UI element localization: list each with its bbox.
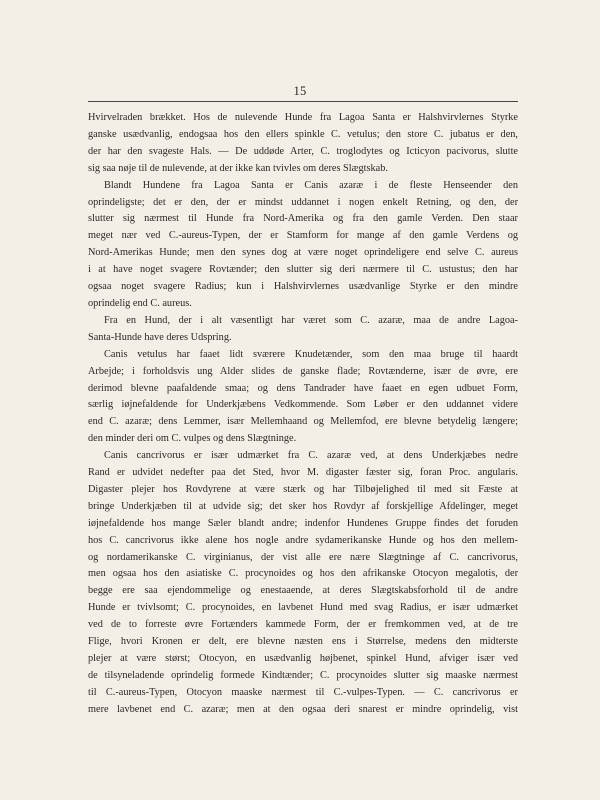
text-line: end C. azaræ; dens Lemmer, især Mellemhaand og Mellemfod, ere blevne betydelig længere; <box>88 416 518 428</box>
text-line: Hunde er tvivlsomt; C. procynoides, en lavbenet Hund med svag Radius, er især udmærket <box>88 602 518 614</box>
text-line: sig saa nøje til de nulevende, at der ikke kan tvivles om deres Slægtskab. <box>88 162 388 174</box>
text-line: Hvirvelraden brækket. Hos de nulevende Hunde fra Lagoa Santa er Halshvirvlernes Styrke <box>88 112 518 123</box>
page-number: 15 <box>293 84 307 98</box>
paragraph-4 <box>88 347 518 448</box>
text-line: Rand er udvidet nedefter paa det Sted, hvor M. digaster fæster sig, foran Proc. angularis. <box>88 467 518 479</box>
text-line: derimod blevne paafaldende smaa; og dens Tandrader have faaet en egen udbuet Form, <box>88 382 518 394</box>
text-line: ved de to forreste øvre Fortænders kammede Form, der er fremkommen ved, at de tre <box>88 619 518 631</box>
text-line: Canis cancrivorus er især udmærket fra C. azaræ ved, at dens Underkjæbes nedre <box>104 450 518 462</box>
text-line: oprindeligste; det er den, der er mindst uddannet i nogen enkelt Retning, og den, der <box>88 196 518 208</box>
text-line: Flige, hvori Kronen er delt, ere blevne næsten ens i Størrelse, medens den midterste <box>88 636 518 648</box>
text-line: Arbejde; i forholdsvis ung Alder slides de ganske flade; Rovtænderne, især de øvre, ere <box>88 365 518 377</box>
text-line: bringe Underkjæben til at udvide sig; det sker hos Rovdyr af forskjellige Afdelinger, meget <box>88 500 518 512</box>
text-line: men ogsaa hos den asiatiske C. procynoides og hos den afrikanske Otocyon megalotis, der <box>88 568 518 580</box>
text-line: plejer at være størst; Otocyon, en usædvanlig højbenet, spinkel Hund, afviger især ved <box>88 653 518 664</box>
text-line: til C.-aureus-Typen, Otocyon maaske nærmest til C.-vulpes-Typen. — C. cancrivorus er <box>88 686 518 698</box>
paragraph-5 <box>88 448 518 719</box>
text-line: Digaster plejer hos Rovdyrene at være stærk og har Tilbøjelighed til med sit Fæste at <box>88 483 518 495</box>
text-line: og nordamerikanske C. virginianus, der vist alle ere nære Slægtninge af C. cancrivorus, <box>88 551 518 563</box>
text-line: ogsaa noget svagere Radius; kun i Halshvirvlernes usædvanlige Styrke er den mindre <box>88 281 518 293</box>
text-line: oprindelig end C. aureus. <box>88 297 192 309</box>
text-line: ganske usædvanlig, endogsaa hos den ellers spinkle C. vetulus; den store C. jubatus er den, <box>88 128 518 140</box>
paragraph-2 <box>88 178 518 313</box>
text-line: der har den svageste Hals. — De uddøde Arter, C. troglodytes og Icticyon pacivorus, slutte <box>88 145 518 157</box>
text-line: Santa-Hunde have deres Udspring. <box>88 331 232 343</box>
header-rule <box>88 101 518 102</box>
text-line: slutter sig nærmest til Hunde fra Nord-Amerika og fra den gamle Verden. Den staar <box>88 213 518 225</box>
text-line: hos C. cancrivorus ikke alene hos nogle andre sydamerikanske Hunde og hos den mellem- <box>88 534 518 546</box>
text-line: de tilsyneladende oprindelig formede Kindtænder; C. procynoides slutter sig maaske nærmest <box>88 669 518 681</box>
text-line: i at have noget svagere Rovtænder; den slutter sig deri nærmere til C. ustustus; den har <box>88 264 518 276</box>
text-line: Blandt Hundene fra Lagoa Santa er Canis azaræ i de fleste Henseender den <box>104 179 518 191</box>
text-line: Fra en Hund, der i alt væsentligt har været som C. azaræ, maa de andre Lagoa- <box>104 314 518 326</box>
text-line: den minder deri om C. vulpes og dens Slægtninge. <box>88 433 297 445</box>
text-line: begge ere saa ejendommelige og enestaaende, at deres Slægtskabsforhold til de andre <box>88 585 518 597</box>
paragraph-1 <box>88 110 518 178</box>
text-line: Canis vetulus har faaet lidt sværere Knudetænder, som den maa bruge til haardt <box>104 348 518 360</box>
text-line: iøjnefaldende hos mange Sæler blandt andre; indenfor Hundenes Gruppe findes det foruden <box>88 517 518 529</box>
body-text <box>88 110 518 719</box>
text-line: meget nær ved C.-aureus-Typen, der er Stamform for mange af den gamle Verdens og <box>88 230 518 242</box>
text-line: Nord-Amerikas Hunde; men den synes dog at være noget oprindeligere end selve C. aureus <box>88 247 518 259</box>
text-line: særlig iøjnefaldende for Underkjæbens Vedkommende. Som Løber er den uddannet videre <box>88 399 518 411</box>
text-line: mere lavbenet end C. azaræ; men at den ogsaa deri snarest er mindre oprindelig, vist <box>88 703 518 715</box>
paragraph-3 <box>88 313 518 347</box>
